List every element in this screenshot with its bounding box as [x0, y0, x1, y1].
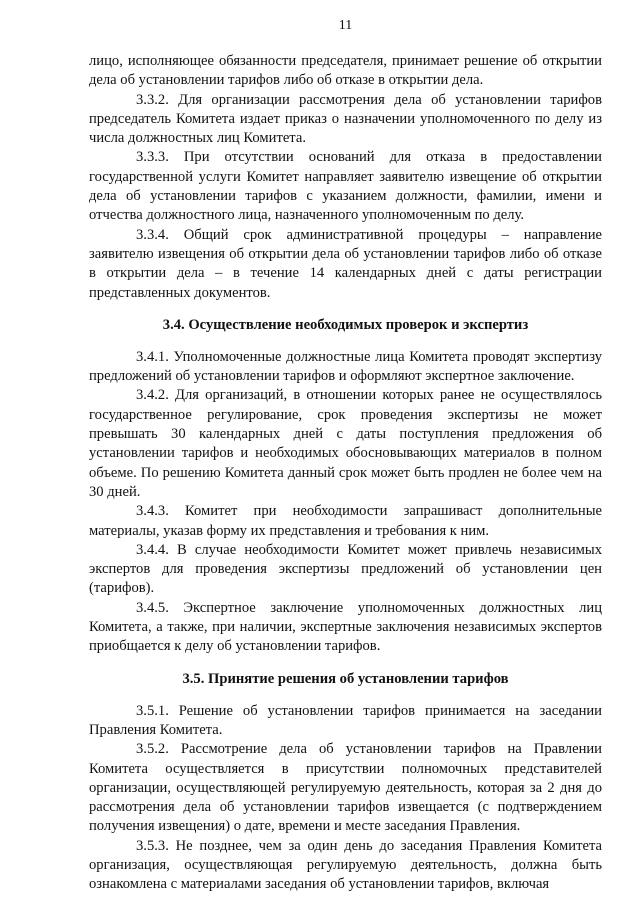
paragraph-3-4-1: 3.4.1. Уполномоченные должностные лица Комитета проводят экспертизу предложений об установлении тарифов и оформляют экспертное заключение.	[89, 348, 602, 385]
paragraph-3-5-1: 3.5.1. Решение об установлении тарифов принимается на заседании Правления Комитета.	[89, 702, 602, 738]
paragraph-3-4-5: 3.4.5. Экспертное заключение уполномоченных должностных лиц Комитета, а также, при наличии, экспертные заключения независимых экспертов приобщается к делу об установлении тарифов.	[89, 599, 602, 655]
paragraph-3-3-2: 3.3.2. Для организации рассмотрения дела об установлении тарифов председатель Комитета издает приказ о назначении уполномоченного по делу из числа должностных лиц Комитета.	[89, 91, 602, 147]
section-heading-3-5: 3.5. Принятие решения об установлении тарифов	[182, 670, 509, 687]
paragraph-3-4-2: 3.4.2. Для организаций, в отношении которых ранее не осуществлялось государственное регулирование, срок проведения экспертизы не может превышать 30 календарных дней с даты поступления предложения об установлении тарифов и необходимых обосновывающих материалов в полном объеме. По решению Комитета данный срок может быть продлен не более чем на 30 дней.	[89, 387, 602, 500]
page-number: 11	[338, 18, 353, 33]
section-heading-3-4: 3.4. Осуществление необходимых проверок и экспертиз	[162, 316, 529, 333]
paragraph-3-4-3: 3.4.3. Комитет при необходимости запрашиваст дополнительные материалы, указав форму их представления и требования к ним.	[89, 503, 602, 539]
paragraph-continuation: лицо, исполняющее обязанности председателя, принимает решение об открытии дела об установлении тарифов либо об отказе в открытии дела.	[89, 53, 602, 89]
paragraph-3-3-4: 3.3.4. Общий срок административной процедуры – направление заявителю извещения об открытии дела об установлении тарифов либо об отказе в открытии дела – в течение 14 календарных дней с даты регистрации представленных документов.	[89, 226, 602, 301]
paragraph-3-5-3: 3.5.3. Не позднее, чем за один день до заседания Правления Комитета организация, осуществляющая регулируемую деятельность, должна быть ознакомлена с материалами заседания об установлении тарифов, включая	[89, 837, 602, 893]
paragraph-3-5-2: 3.5.2. Рассмотрение дела об установлении тарифов на Правлении Комитета осуществляется в присутствии полномочных представителей организации, осуществляющей регулируемую деятельность, которая за 2 дня до рассмотрения дела об установлении тарифов извещается (с подтверждением получения извещения) о дате, времени и месте заседания Правления.	[89, 741, 602, 835]
paragraph-3-4-4: 3.4.4. В случае необходимости Комитет может привлечь независимых экспертов для проведения экспертизы предложений об установлении цен (тарифов).	[89, 541, 602, 597]
paragraph-3-3-3: 3.3.3. При отсутствии оснований для отказа в предоставлении государственной услуги Комитет направляет заявителю извещение об открытии дела об установлении тарифов с указанием должности, фамилии, имени и отчества должностного лица, назначенного уполномоченным по делу.	[89, 149, 602, 224]
